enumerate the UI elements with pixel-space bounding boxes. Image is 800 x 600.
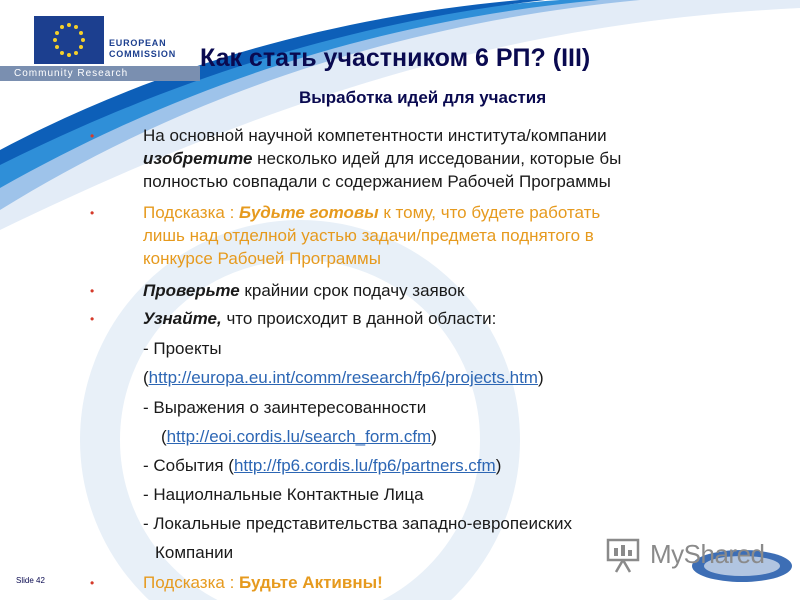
emphasis-text: Будьте Активны! <box>239 573 383 592</box>
sub-ncp: - Нациолнальные Контактные Лица <box>143 485 424 504</box>
bullet-4 <box>143 309 496 329</box>
emphasis-text: изобретите <box>143 149 253 168</box>
sub-eoi-link-line: (http://eoi.cordis.lu/search_form.cfm) <box>161 427 437 446</box>
sub-eoi: - Выражения о заинтересованности <box>143 398 427 417</box>
bullet-3-rest: крайнии срок подачу заявок <box>239 281 465 300</box>
slide-title: Как стать участником 6 РП? (III) <box>200 44 591 72</box>
emphasis-text: Будьте готовы <box>239 203 379 222</box>
bullet-2-line-1 <box>143 203 600 223</box>
sub-projects: - Проекты <box>143 339 222 358</box>
community-research-label: Community Research <box>14 68 129 79</box>
bullet-1-line-2 <box>143 149 621 169</box>
bullet-icon: • <box>90 312 95 326</box>
bullet-2-line-2: лишь над отделной уастью задачи/предмета поднятого в <box>143 226 594 245</box>
bullet-1-line-1: На основной научной компетентности института/компании <box>143 126 607 145</box>
events-label: - События ( <box>143 456 234 475</box>
bullet-2-line-1-rest: к тому, что будете работать <box>378 203 601 222</box>
slide-number: Slide 42 <box>16 576 45 585</box>
sub-local-line-1: - Локальные представительства западно-европеиских <box>143 514 572 533</box>
commission-name <box>109 38 176 60</box>
bullet-1-line-2-rest: несколько идей для исседовании, которые бы <box>252 149 622 168</box>
bullet-4-rest: что происходит в данной области: <box>221 309 497 328</box>
slide-subtitle: Выработка идей для участия <box>299 88 547 107</box>
eoi-link[interactable]: http://eoi.cordis.lu/search_form.cfm <box>166 427 432 446</box>
sub-events: - События (http://fp6.cordis.lu/fp6/partners.cfm) <box>143 456 502 475</box>
bullet-1-line-3: полностью совпадали с содержанием Рабочей Программы <box>143 172 611 191</box>
sub-local-line-2: Компании <box>155 543 234 562</box>
org-line2: COMMISSION <box>109 49 177 59</box>
events-link[interactable]: http://fp6.cordis.lu/fp6/partners.cfm <box>233 456 496 475</box>
bullet-icon: • <box>90 576 95 590</box>
bullet-5 <box>143 573 383 593</box>
bullet-3 <box>143 281 465 301</box>
bullet-icon: • <box>90 206 95 220</box>
hint-label: Подсказка : <box>143 573 240 592</box>
emphasis-text: Проверьте <box>143 281 240 300</box>
bullet-icon: • <box>90 129 95 143</box>
emphasis-text: Узнайте, <box>143 309 222 328</box>
sub-projects-link-line: (http://europa.eu.int/comm/research/fp6/projects.htm) <box>143 368 544 387</box>
bullet-icon: • <box>90 284 95 298</box>
bullet-2-line-3: конкурсе Рабочей Программы <box>143 249 381 268</box>
eu-flag-icon <box>34 16 104 64</box>
watermark-text: MyShared <box>650 539 765 569</box>
org-line1: EUROPEAN <box>109 38 167 48</box>
community-research-bar <box>0 66 200 81</box>
hint-label: Подсказка : <box>143 203 240 222</box>
projects-link[interactable]: http://europa.eu.int/comm/research/fp6/projects.htm <box>148 368 538 387</box>
